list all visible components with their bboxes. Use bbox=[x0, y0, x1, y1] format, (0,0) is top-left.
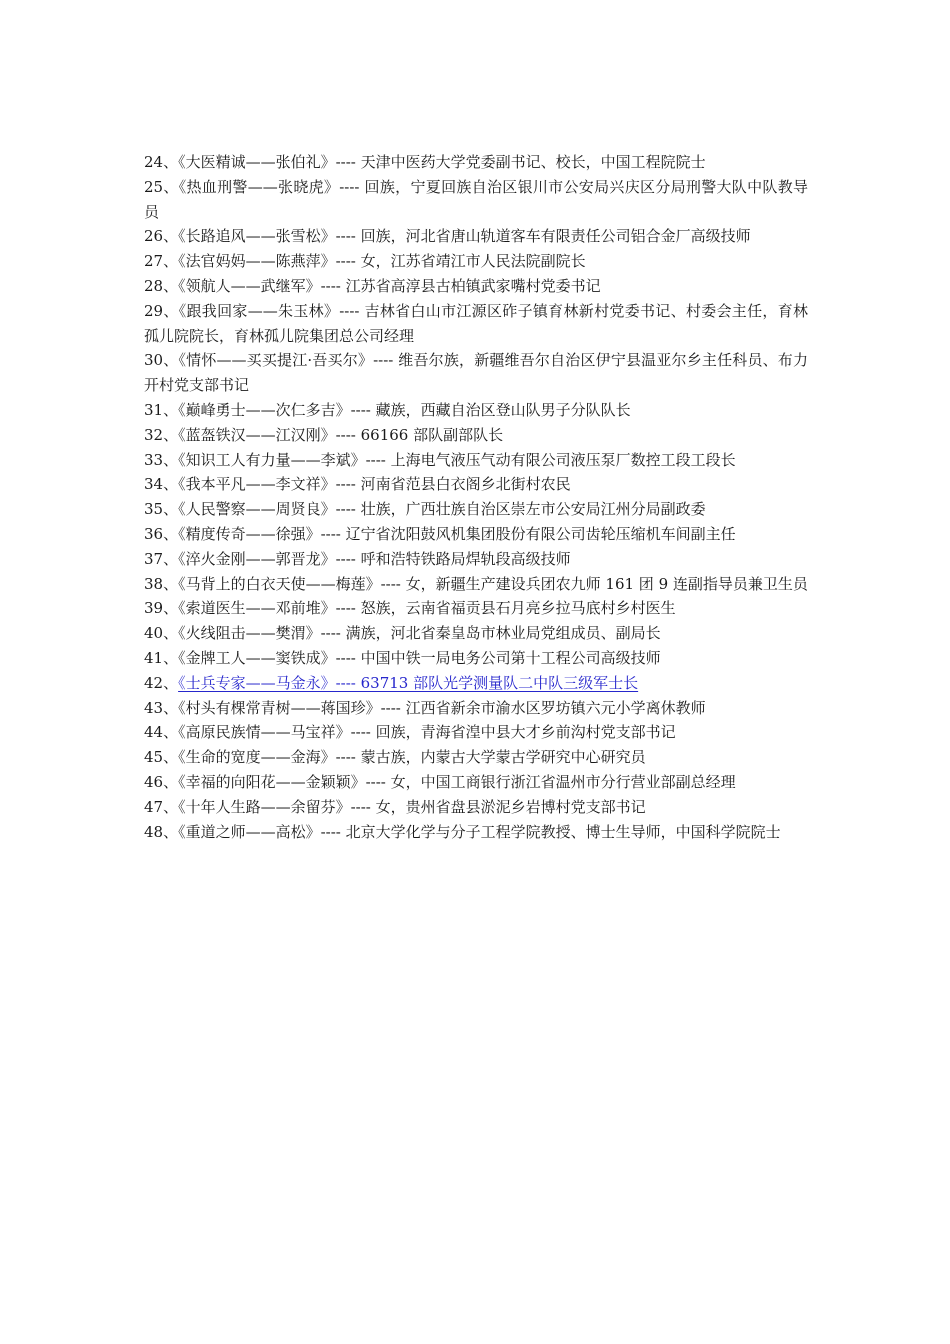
list-item: 25、《热血刑警——张晓虎》---- 回族，宁夏回族自治区银川市公安局兴庆区分局刑警大队中队教导员 bbox=[144, 177, 809, 221]
entry-link[interactable]: 《士兵专家——马金永》---- 63713 部队光学测量队二中队三级军士长 bbox=[178, 673, 639, 692]
list-item: 39、《索道医生——邓前堆》---- 怒族，云南省福贡县石月亮乡拉马底村乡村医生 bbox=[144, 599, 676, 618]
list-item: 31、《巅峰勇士——次仁多吉》---- 藏族，西藏自治区登山队男子分队队长 bbox=[144, 400, 631, 419]
document-body bbox=[144, 150, 808, 844]
list-item: 37、《淬火金刚——郭晋龙》---- 呼和浩特铁路局焊轨段高级技师 bbox=[144, 549, 571, 568]
list-item: 38、《马背上的白衣天使——梅莲》---- 女，新疆生产建设兵团农九师 161 团 9 连副指导员兼卫生员 bbox=[144, 574, 808, 593]
list-item-linked: 42、《士兵专家——马金永》---- 63713 部队光学测量队二中队三级军士长 bbox=[144, 673, 639, 692]
list-item: 32、《蓝盔铁汉——江汉刚》---- 66166 部队副部队长 bbox=[144, 425, 504, 444]
list-item: 40、《火线阻击——樊渭》---- 满族，河北省秦皇岛市林业局党组成员、副局长 bbox=[144, 624, 661, 643]
list-item: 26、《长路追风——张雪松》---- 回族，河北省唐山轨道客车有限责任公司铝合金厂高级技师 bbox=[144, 227, 751, 246]
list-item: 44、《高原民族情——马宝祥》---- 回族，青海省湟中县大才乡前沟村党支部书记 bbox=[144, 723, 676, 742]
list-item: 43、《村头有棵常青树——蒋国珍》---- 江西省新余市渝水区罗坊镇六元小学离休教师 bbox=[144, 698, 706, 717]
list-item: 48、《重道之师——高松》---- 北京大学化学与分子工程学院教授、博士生导师，中国科学院院士 bbox=[144, 822, 781, 841]
list-item: 35、《人民警察——周贤良》---- 壮族，广西壮族自治区崇左市公安局江州分局副政委 bbox=[144, 500, 706, 519]
list-item: 34、《我本平凡——李文祥》---- 河南省范县白衣阁乡北街村农民 bbox=[144, 475, 571, 494]
list-item: 46、《幸福的向阳花——金颖颖》---- 女，中国工商银行浙江省温州市分行营业部副总经理 bbox=[144, 772, 736, 791]
list-item: 27、《法官妈妈——陈燕萍》---- 女，江苏省靖江市人民法院副院长 bbox=[144, 252, 586, 271]
list-item: 45、《生命的宽度——金海》---- 蒙古族，内蒙古大学蒙古学研究中心研究员 bbox=[144, 748, 646, 767]
list-item: 33、《知识工人有力量——李斌》---- 上海电气液压气动有限公司液压泵厂数控工段工段长 bbox=[144, 450, 736, 469]
list-item: 29、《跟我回家——朱玉林》---- 吉林省白山市江源区砟子镇育林新村党委书记、村委会主任，育林孤儿院院长，育林孤儿院集团总公司经理 bbox=[144, 301, 809, 345]
list-item: 47、《十年人生路——余留芬》---- 女，贵州省盘县淤泥乡岩博村党支部书记 bbox=[144, 797, 646, 816]
list-item: 30、《情怀——买买提江·吾买尔》---- 维吾尔族，新疆维吾尔自治区伊宁县温亚尔乡主任科员、布力开村党支部书记 bbox=[144, 351, 808, 395]
list-item: 36、《精度传奇——徐强》---- 辽宁省沈阳鼓风机集团股份有限公司齿轮压缩机车间副主任 bbox=[144, 524, 736, 543]
list-item: 28、《领航人——武继军》---- 江苏省高淳县古柏镇武家嘴村党委书记 bbox=[144, 276, 601, 295]
list-item: 41、《金牌工人——窦铁成》---- 中国中铁一局电务公司第十工程公司高级技师 bbox=[144, 648, 661, 667]
list-item: 24、《大医精诚——张伯礼》---- 天津中医药大学党委副书记、校长，中国工程院院士 bbox=[144, 153, 706, 171]
